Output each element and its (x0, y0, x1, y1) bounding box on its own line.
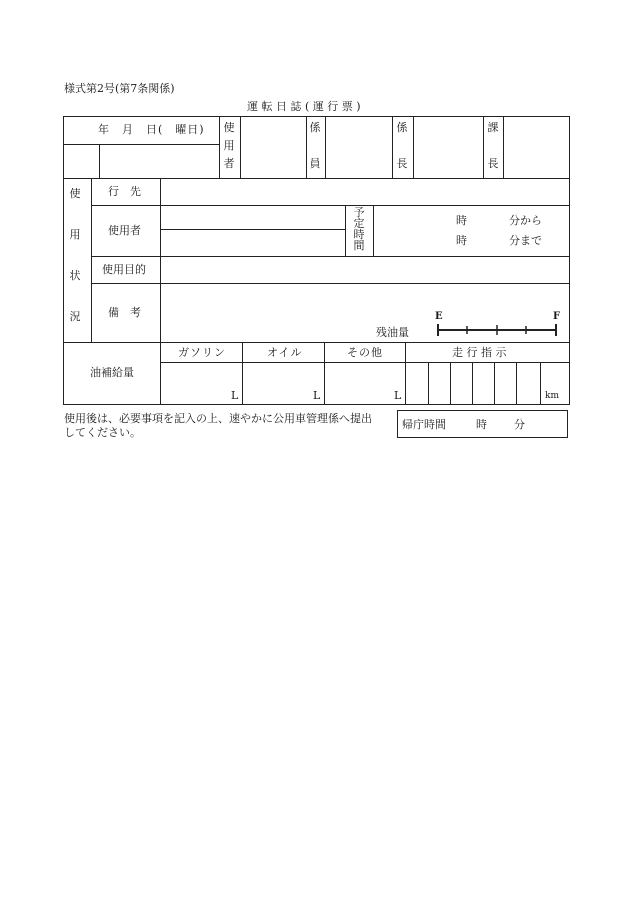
form-number: 様式第2号(第7条関係) (64, 82, 175, 95)
refuel-other-odo-line (405, 342, 406, 405)
refuel-oil-other-line (324, 342, 325, 405)
odometer-unit: km (545, 391, 559, 401)
fuel-remaining-label: 残油量 (376, 326, 409, 339)
usage-section-label: 使 用 状 況 (69, 187, 81, 323)
oil-label: オイル (267, 346, 303, 359)
date-label: 年 月 日( 曜日) (98, 123, 205, 136)
time-to-minute: 分まで (509, 234, 542, 247)
odo-digit-line-1 (428, 362, 429, 405)
gauge-empty-label: E (435, 311, 443, 322)
vline-kacho-right (503, 116, 504, 178)
vline-kakaricho-right (413, 116, 414, 178)
form-title: 運 転 日 誌 ( 運 行 票 ) (247, 100, 361, 113)
user-label: 使用者 (108, 224, 141, 237)
destination-label: 行 先 (108, 185, 141, 198)
other-unit: L (394, 389, 402, 402)
vline-kakari-right (325, 116, 326, 178)
usage-section-bottom (63, 342, 570, 343)
refuel-header-bottom (160, 362, 570, 363)
kacho-label: 課 長 (487, 121, 499, 170)
date-row-vline (99, 144, 100, 178)
kakari-in-label: 係 員 (309, 121, 321, 170)
vline-kacho-left (483, 116, 484, 178)
vline-user-left (219, 116, 220, 178)
time-to-hour: 時 (456, 234, 467, 247)
kakari-cho-label: 係 長 (396, 121, 408, 170)
odo-digit-line-3 (472, 362, 473, 405)
time-from-minute: 分から (509, 214, 542, 227)
usage-col2-line (160, 178, 161, 342)
refuel-col-line (160, 342, 161, 405)
remarks-label: 備 考 (108, 306, 141, 319)
scheduled-time-label: 予 定 時 間 (353, 206, 365, 252)
odo-digit-line-2 (450, 362, 451, 405)
refuel-gas-oil-line (242, 342, 243, 405)
vline-kakari-left (306, 116, 307, 178)
other-label: その他 (347, 346, 383, 359)
return-time-label: 帰庁時間 (402, 418, 446, 431)
return-minute: 分 (514, 418, 525, 431)
purpose-row-bottom (91, 283, 570, 284)
user-row-bottom (91, 256, 570, 257)
vline-user-right (240, 116, 241, 178)
gauge-full-label: F (553, 311, 561, 322)
odo-digit-line-4 (494, 362, 495, 405)
date-row-divider (63, 144, 219, 145)
refuel-label: 油補給量 (90, 366, 134, 379)
gasoline-unit: L (231, 389, 239, 402)
return-hour: 時 (476, 418, 487, 431)
dest-row-bottom (91, 205, 570, 206)
vline-kakaricho-left (392, 116, 393, 178)
odo-digit-line-6 (540, 362, 541, 405)
user-stamp-label: 使 用 者 (223, 121, 235, 170)
odo-digit-line-5 (516, 362, 517, 405)
approval-row-bottom (63, 178, 570, 179)
sched-right (373, 205, 374, 256)
usage-col1-line (91, 178, 92, 342)
user-row-mid (160, 229, 345, 230)
purpose-label: 使用目的 (102, 263, 146, 276)
oil-unit: L (313, 389, 321, 402)
sched-left (345, 205, 346, 256)
gasoline-label: ガソリン (178, 346, 226, 359)
footer-note-line2: してください。 (64, 426, 141, 439)
odometer-label: 走 行 指 示 (452, 346, 507, 359)
fuel-gauge (436, 323, 560, 337)
footer-note-line1: 使用後は、必要事項を記入の上、速やかに公用車管理係へ提出 (64, 412, 372, 425)
time-from-hour: 時 (456, 214, 467, 227)
